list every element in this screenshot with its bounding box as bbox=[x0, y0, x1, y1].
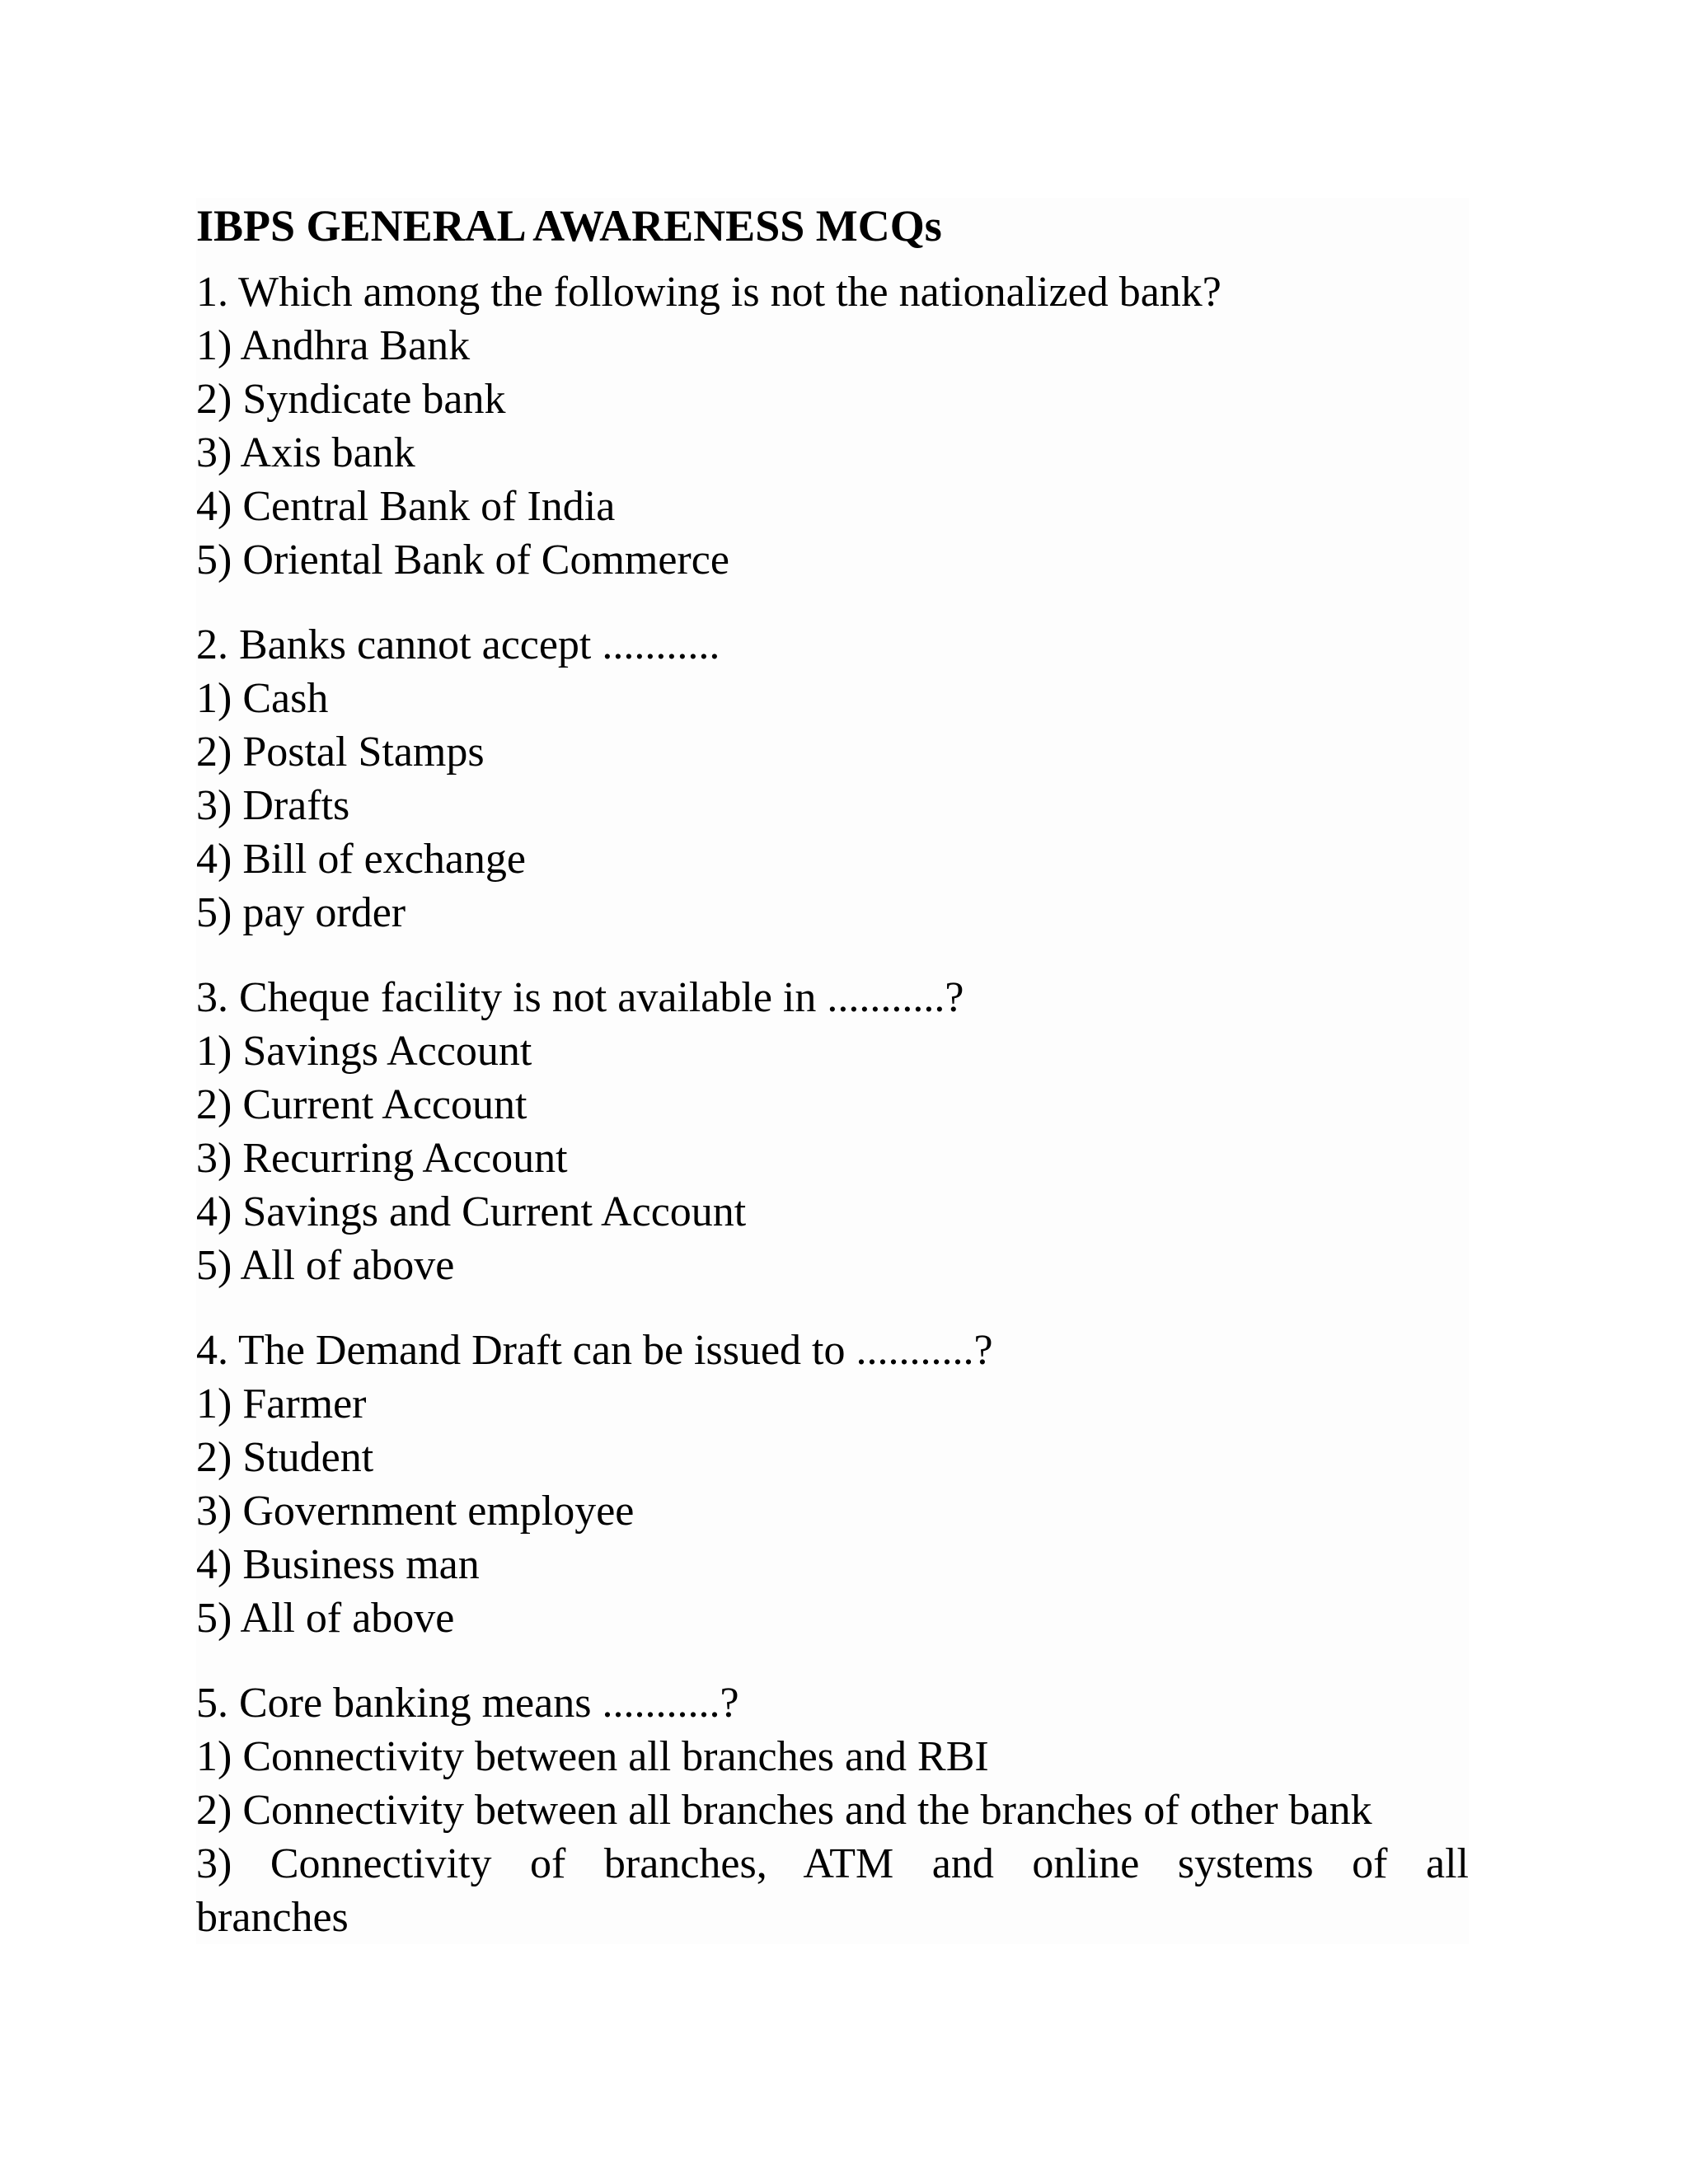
option-item: 5) pay order bbox=[196, 889, 406, 936]
document-content bbox=[196, 198, 1469, 1944]
option-item: 2) Current Account bbox=[196, 1081, 528, 1128]
option-item: 2) Student bbox=[196, 1434, 374, 1481]
question-block-4 bbox=[196, 1324, 1469, 1645]
option-item: 2) Connectivity between all branches and the branches of other bank bbox=[196, 1787, 1372, 1834]
option-item: 3) Recurring Account bbox=[196, 1135, 568, 1182]
option-item: 5) Oriental Bank of Commerce bbox=[196, 537, 729, 583]
question-text: 3. Cheque facility is not available in ...........? bbox=[196, 974, 964, 1021]
question-text: 4. The Demand Draft can be issued to ...........? bbox=[196, 1327, 993, 1374]
option-item: 1) Savings Account bbox=[196, 1028, 532, 1075]
question-block-2 bbox=[196, 618, 1469, 940]
option-item: 3) Connectivity of branches, ATM and online systems of all bbox=[196, 1840, 1469, 1887]
option-item: 2) Postal Stamps bbox=[196, 729, 485, 776]
question-block-5 bbox=[196, 1676, 1469, 1944]
option-item: 4) Business man bbox=[196, 1541, 480, 1588]
option-item: 1) Connectivity between all branches and RBI bbox=[196, 1733, 989, 1780]
question-text: 5. Core banking means ...........? bbox=[196, 1680, 739, 1727]
option-item: 1) Cash bbox=[196, 675, 329, 722]
option-item: 3) Drafts bbox=[196, 782, 350, 829]
option-item: 1) Farmer bbox=[196, 1380, 367, 1427]
option-item: 5) All of above bbox=[196, 1595, 455, 1642]
question-block-1 bbox=[196, 265, 1469, 587]
option-item: 5) All of above bbox=[196, 1242, 455, 1289]
question-block-3 bbox=[196, 971, 1469, 1292]
option-item: 3) Axis bank bbox=[196, 429, 415, 476]
question-text: 2. Banks cannot accept ........... bbox=[196, 621, 720, 668]
option-item: 4) Savings and Current Account bbox=[196, 1188, 747, 1235]
option-item: 2) Syndicate bank bbox=[196, 376, 506, 423]
document-title: IBPS GENERAL AWARENESS MCQs bbox=[196, 201, 942, 251]
option-item-continuation: branches bbox=[196, 1894, 349, 1941]
option-item: 3) Government employee bbox=[196, 1488, 635, 1535]
question-text: 1. Which among the following is not the nationalized bank? bbox=[196, 269, 1221, 316]
option-item: 4) Bill of exchange bbox=[196, 836, 526, 883]
option-item: 4) Central Bank of India bbox=[196, 483, 616, 530]
option-item: 1) Andhra Bank bbox=[196, 322, 471, 369]
